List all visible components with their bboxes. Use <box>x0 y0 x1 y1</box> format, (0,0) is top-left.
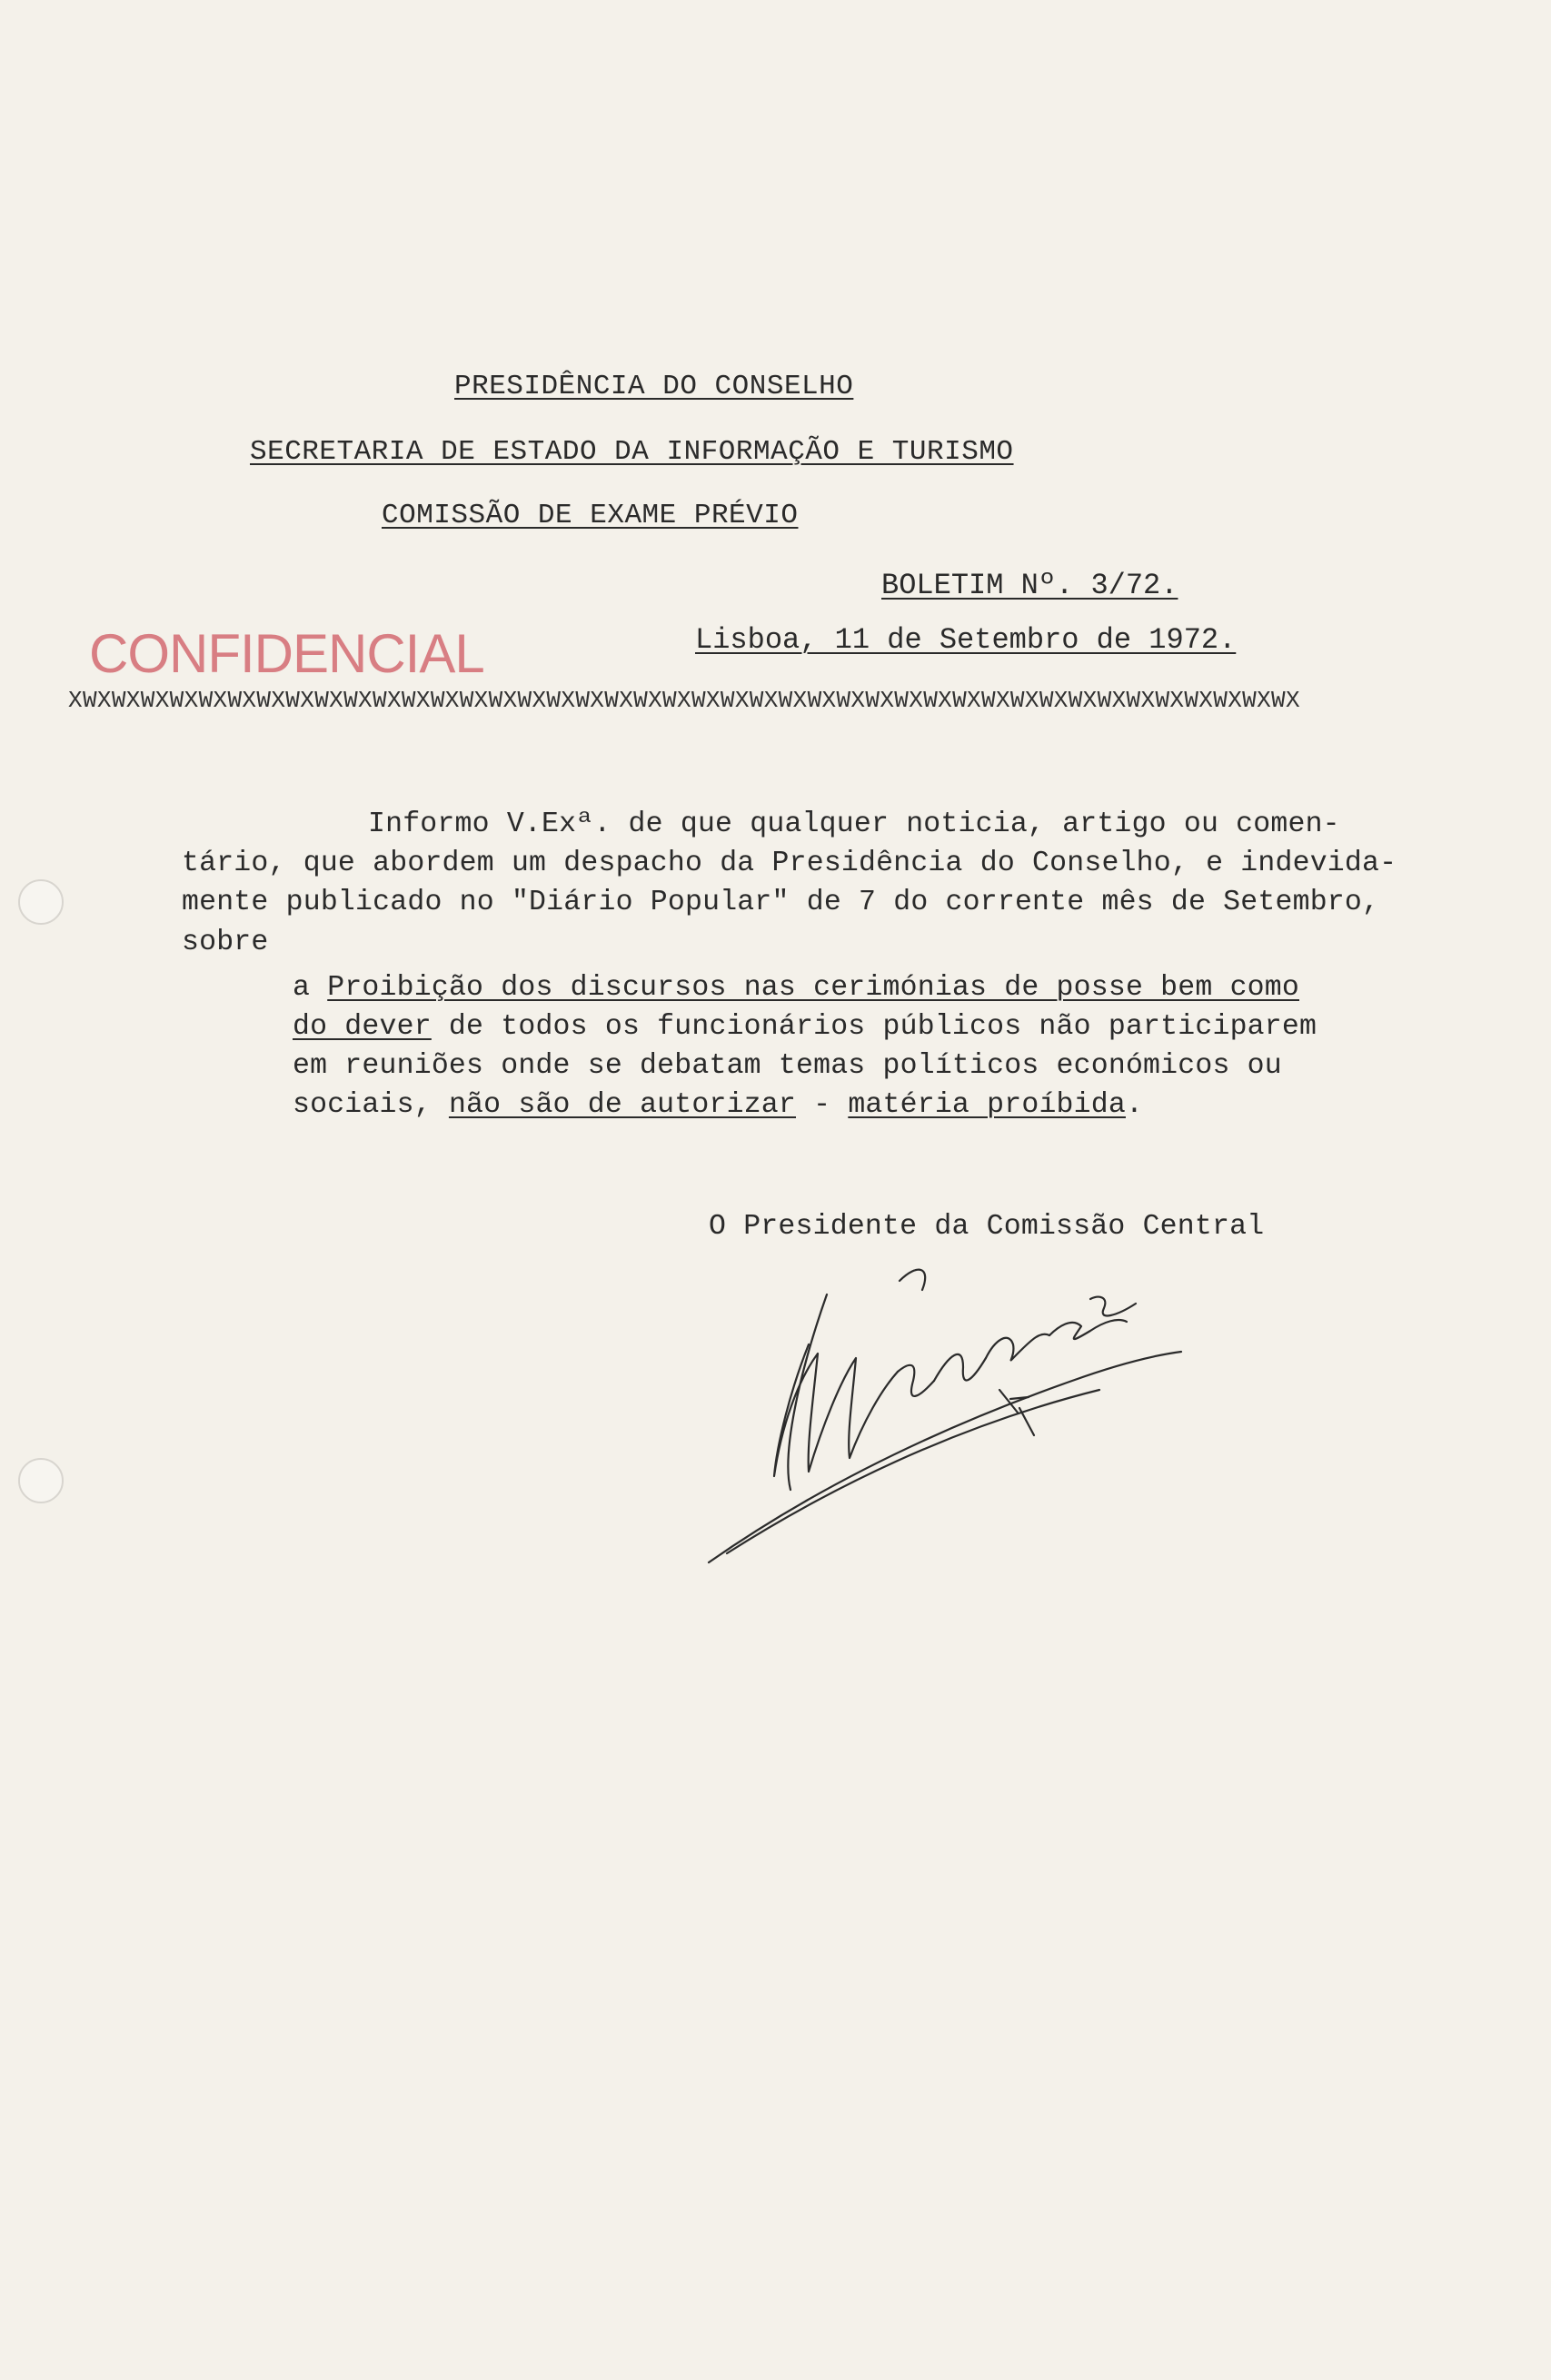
header-presidency: PRESIDÊNCIA DO CONSELHO <box>454 371 854 402</box>
handwritten-signature <box>691 1245 1199 1590</box>
body-line-3: mente publicado no "Diário Popular" de 7 do corrente mês de Setembro, <box>182 887 1380 918</box>
body-line-4: sobre <box>182 927 269 958</box>
header-commission: COMISSÃO DE EXAME PRÉVIO <box>382 500 799 531</box>
body-line-8-end: . <box>1125 1089 1144 1121</box>
body-line-8-dash: - <box>796 1089 849 1121</box>
header-secretariat: SECRETARIA DE ESTADO DA INFORMAÇÃO E TURISMO <box>250 436 1014 468</box>
place-date: Lisboa, 11 de Setembro de 1972. <box>695 623 1237 657</box>
body-line-8-underlined-2: matéria proíbida <box>848 1089 1126 1121</box>
body-line-8 <box>293 1089 1143 1121</box>
separator-line: XWXWXWXWXWXWXWXWXWXWXWXWXWXWXWXWXWXWXWXWXWXWXWXWXWXWXWXWXWXWXWXWXWXWXWXWXWXWXWXWXWXWX <box>68 687 1300 714</box>
punch-hole-bottom <box>18 1458 64 1503</box>
body-line-5-underlined: Proibição dos discursos nas cerimónias de posse bem como <box>327 972 1299 1004</box>
body-line-6-underlined: do dever <box>293 1011 432 1043</box>
confidential-stamp: CONFIDENCIAL <box>89 623 484 684</box>
body-line-1: Informo V.Exª. de que qualquer noticia, artigo ou comen- <box>368 808 1340 840</box>
body-line-5 <box>293 972 1299 1004</box>
body-line-2: tário, que abordem um despacho da Presidência do Conselho, e indevida- <box>182 848 1397 879</box>
body-line-8-prefix: sociais, <box>293 1089 449 1121</box>
signature-title: O Presidente da Comissão Central <box>709 1211 1265 1243</box>
body-line-5-prefix: a <box>293 972 328 1004</box>
body-line-8-underlined-1: não são de autorizar <box>448 1089 796 1121</box>
body-line-6-rest: de todos os funcionários públicos não participarem <box>431 1011 1317 1043</box>
body-line-6 <box>293 1011 1317 1043</box>
punch-hole-top <box>18 879 64 925</box>
bulletin-number: BOLETIM Nº. 3/72. <box>881 569 1178 602</box>
body-line-7: em reuniões onde se debatam temas políticos económicos ou <box>293 1050 1282 1082</box>
